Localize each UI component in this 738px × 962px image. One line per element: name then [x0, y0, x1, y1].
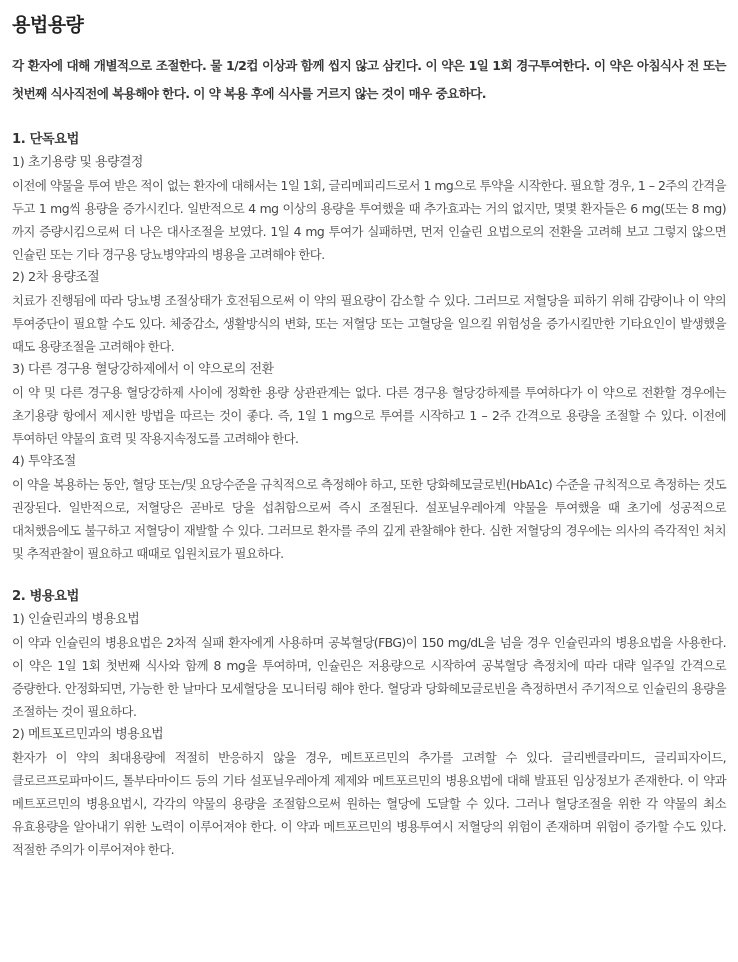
subsection-text: 이전에 약물을 투여 받은 적이 없는 환자에 대해서는 1일 1회, 글리메피리드로서 1 mg으로 투약을 시작한다. 필요할 경우, 1 – 2주의 간격을 두고 1 mg씩 용량을 증가시킨다. 일반적으로 4 mg 이상의 용량을 투여했을 때 추가효과는 거의 없지만, 몇몇 환자들은 6 mg(또는 8 mg)까지 증량시킴으로써 더 나은 대사조절을 보였다. 1일 4 mg 투여가 실패하면, 먼저 인슐린 요법으로의 전환을 고려해 보고 그렇지 않으면 인슐린 또는 기타 경구용 당뇨병약과의 병용을 고려해야 한다.: [12, 178, 726, 262]
page-title: 용법용량: [12, 14, 84, 36]
section-heading: 1. 단독요법: [12, 132, 79, 147]
subsection-heading: 1) 인슐린과의 병용요법: [12, 612, 140, 627]
subsection-heading: 2) 메트포르민과의 병용요법: [12, 727, 164, 742]
subsection-text: 이 약을 복용하는 동안, 혈당 또는/및 요당수준을 규칙적으로 측정해야 하고, 또한 당화헤모글로빈(HbA1c) 수준을 규칙적으로 측정하는 것도 권장된다. 일반적으로, 저혈당은 곧바로 당을 섭취함으로써 즉시 조절된다. 설포닐우레아계 약물을 투여했을 때 초기에 성공적으로 대처했음에도 불구하고 저혈당이 재발할 수 있다. 그러므로 환자를 주의 깊게 관찰해야 한다. 심한 저혈당의 경우에는 의사의 즉각적인 처치 및 추적관찰이 필요하고 때때로 입원치료가 필요하다.: [12, 477, 726, 561]
subsection-heading: 4) 투약조절: [12, 454, 76, 469]
intro-paragraph: 각 환자에 대해 개별적으로 조절한다. 물 1/2컵 이상과 함께 씹지 않고 삼킨다. 이 약은 1일 1회 경구투여한다. 이 약은 아침식사 전 또는 첫번째 식사직전에 복용해야 한다. 이 약 복용 후에 식사를 거르지 않는 것이 매우 중요하다.: [12, 58, 726, 101]
subsection-text: 치료가 진행됨에 따라 당뇨병 조절상태가 호전됨으로써 이 약의 필요량이 감소할 수 있다. 그러므로 저혈당을 피하기 위해 감량이나 이 약의 투여중단이 필요할 수도 있다. 체중감소, 생활방식의 변화, 또는 저혈당 또는 고혈당을 일으킬 위험성을 증가시킬만한 기타요인이 발생했을 때도 용량조절을 고려해야 한다.: [12, 293, 726, 354]
subsection-heading: 3) 다른 경구용 혈당강하제에서 이 약으로의 전환: [12, 362, 274, 377]
subsection-text: 이 약 및 다른 경구용 혈당강하제 사이에 정확한 용량 상관관계는 없다. 다른 경구용 혈당강하제를 투여하다가 이 약으로 전환할 경우에는 초기용량 항에서 제시한 방법을 따르는 것이 좋다. 즉, 1일 1 mg으로 투여를 시작하고 1 – 2주 간격으로 용량을 조절할 수 있다. 이전에 투여하던 약물의 효력 및 작용지속정도를 고려해야 한다.: [12, 385, 726, 446]
section-combination-therapy: [12, 585, 726, 861]
section-heading: 2. 병용요법: [12, 589, 79, 604]
subsection-heading: 2) 2차 용량조절: [12, 270, 100, 285]
subsection-text: 환자가 이 약의 최대용량에 적절히 반응하지 않을 경우, 메트포르민의 추가를 고려할 수 있다. 글리벤클라미드, 글리피자이드, 클로르프로파마이드, 톨부타마이드 등의 기타 설포닐우레아계 제제와 메트포르민의 병용요법에 대해 발표된 임상정보가 존재한다. 이 약과 메트포르민의 병용요법시, 각각의 약물의 용량을 조절함으로써 원하는 혈당에 도달할 수 있다. 그러나 혈당조절을 위한 각 약물의 최소 유효용량을 알아내기 위한 노력이 이루어져야 한다. 이 약과 메트포르민의 병용투여시 저혈당의 위험이 존재하며 위험이 증가할 수도 있다. 적절한 주의가 이루어져야 한다.: [12, 750, 726, 857]
subsection-text: 이 약과 인슐린의 병용요법은 2차적 실패 환자에게 사용하며 공복혈당(FBG)이 150 mg/dL을 넘을 경우 인슐린과의 병용요법을 사용한다. 이 약은 1일 1회 첫번째 식사와 함께 8 mg을 투여하며, 인슐린은 저용량으로 시작하여 공복혈당 측정치에 따라 대략 일주일 간격으로 증량한다. 안정화되면, 가능한 한 날마다 모세혈당을 모니터링 해야 한다. 혈당과 당화헤모글로빈을 측정하면서 주기적으로 인슐린의 용량을 조절하는 것이 필요하다.: [12, 635, 726, 719]
section-monotherapy: [12, 128, 726, 565]
subsection-heading: 1) 초기용량 및 용량결정: [12, 155, 143, 170]
